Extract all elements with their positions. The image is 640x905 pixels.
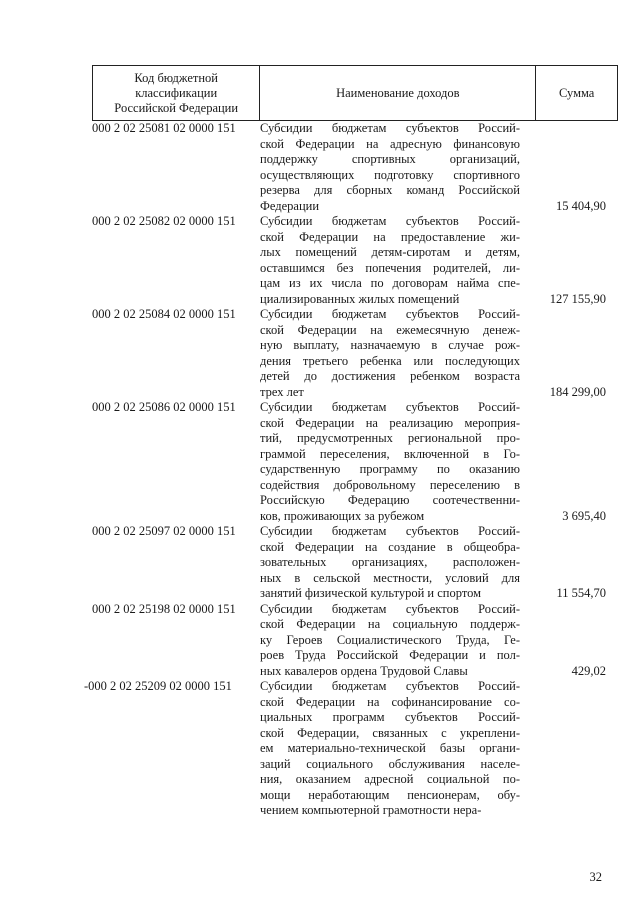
income-name-line: ную выплату, назначаемую в случае рож- (260, 338, 520, 352)
income-name (260, 679, 520, 819)
table-row (0, 602, 640, 680)
income-name-line: чением компьютерной грамотности нера- (260, 803, 482, 817)
income-name-line: роев Труда Российской Федерации и пол- (260, 648, 520, 662)
income-name-line: мощи неработающим пенсионерам, обу- (260, 787, 520, 802)
header-name-column: Наименование доходов (260, 66, 536, 120)
income-name (260, 602, 520, 680)
income-name-line: Субсидии бюджетам субъектов Россий- (260, 121, 520, 135)
income-name-line: детей до достижения ребенком возраста (260, 369, 520, 383)
income-name-line: Российскую Федерацию соотечественни- (260, 493, 520, 507)
income-name-line: ния, оказанием адресной социальной по- (260, 772, 520, 786)
income-name-line: осуществляющих подготовку спортивного (260, 167, 520, 182)
income-name-line: поддержку спортивных организаций, (260, 152, 520, 166)
amount: 11 554,70 (556, 586, 606, 600)
header-code-column (93, 66, 260, 120)
income-name-line: циальных программ субъектов Россий- (260, 710, 520, 724)
budget-code: -000 2 02 25209 02 0000 151 (84, 679, 232, 693)
amount: 3 695,40 (562, 508, 606, 523)
amount: 429,02 (571, 663, 606, 678)
income-name-line: ных кавалеров ордена Трудовой Славы (260, 663, 468, 678)
amount: 15 404,90 (556, 198, 606, 213)
income-name-line: Федерации (260, 198, 320, 213)
income-name-line: ской Федерации на реализацию мероприя- (260, 415, 520, 430)
income-name-line: ской Федерации, связанных с укреплени- (260, 725, 520, 740)
header-code-line: Российской Федерации (114, 100, 239, 115)
table-row (0, 524, 640, 602)
income-name (260, 121, 520, 214)
income-name-line: трех лет (260, 384, 304, 399)
income-name-line: Субсидии бюджетам субъектов Россий- (260, 214, 520, 228)
income-name-line: зовательных организациях, расположен- (260, 555, 520, 569)
income-name-line: Субсидии бюджетам субъектов Россий- (260, 679, 520, 693)
budget-code: 000 2 02 25198 02 0000 151 (92, 601, 236, 616)
amount: 127 155,90 (549, 291, 606, 306)
income-name-line: Субсидии бюджетам субъектов Россий- (260, 400, 520, 414)
income-name-line: ков, проживающих за рубежом (260, 508, 425, 523)
table-row (0, 214, 640, 307)
income-name-line: граммой переселения, включенной в Го- (260, 446, 520, 461)
header-amount-column: Сумма (558, 85, 595, 100)
budget-code: 000 2 02 25097 02 0000 151 (92, 524, 236, 538)
table-row (0, 400, 640, 524)
income-name-line: ской Федерации на социальную поддерж- (260, 617, 520, 631)
budget-code: 000 2 02 25084 02 0000 151 (92, 307, 236, 321)
income-name-line: ку Героев Социалистического Труда, Ге- (260, 632, 520, 647)
income-name-line: цам из их числа по договорам найма спе- (260, 276, 520, 290)
budget-code: 000 2 02 25081 02 0000 151 (92, 121, 236, 135)
income-name-line: циализированных жилых помещений (260, 291, 460, 306)
table-row (0, 679, 640, 819)
table-row (0, 121, 640, 214)
income-name-line: ской Федерации на ежемесячную денеж- (260, 322, 520, 337)
table-row (0, 307, 640, 400)
income-name-line: ской Федерации на адресную финансовую (260, 136, 520, 151)
income-name-line: Субсидии бюджетам субъектов Россий- (260, 307, 520, 321)
income-name-line: ных в сельской местности, условий для (260, 570, 520, 585)
income-name-line: содействия добровольному переселению в (260, 477, 520, 492)
income-name (260, 524, 520, 602)
amount: 184 299,00 (549, 384, 606, 399)
budget-code: 000 2 02 25086 02 0000 151 (92, 400, 236, 414)
income-name-line: Субсидии бюджетам субъектов Россий- (260, 524, 520, 538)
income-name-line: сударственную программу по оказанию (260, 462, 520, 476)
table-body (0, 121, 640, 819)
income-name (260, 307, 520, 400)
header-code-line: Код бюджетной (134, 70, 218, 85)
income-name-line: ской Федерации на создание в общеобра- (260, 539, 520, 554)
income-name-line: ем материально-технической базы органи- (260, 741, 520, 755)
income-name-line: лых помещений детям-сиротам и детям, (260, 245, 520, 259)
page-number: 32 (589, 870, 602, 884)
income-name-line: дения третьего ребенка или последующих (260, 353, 520, 368)
budget-code: 000 2 02 25082 02 0000 151 (92, 214, 236, 228)
income-name-line: ской Федерации на предоставление жи- (260, 229, 520, 244)
income-name-line: заций социального обслуживания населе- (260, 756, 520, 771)
income-name (260, 400, 520, 524)
income-name-line: тий, предусмотренных региональной про- (260, 431, 520, 445)
income-name-line: ской Федерации на софинансирование со- (260, 694, 520, 709)
income-name (260, 214, 520, 307)
income-name-line: оставшимся без попечения родителей, ли- (260, 260, 520, 275)
table-header (92, 65, 618, 121)
header-code-line: классификации (135, 85, 218, 100)
income-name-line: резерва для сборных команд Российской (260, 183, 520, 197)
income-name-line: занятий физической культурой и спортом (260, 586, 482, 600)
income-name-line: Субсидии бюджетам субъектов Россий- (260, 601, 520, 616)
